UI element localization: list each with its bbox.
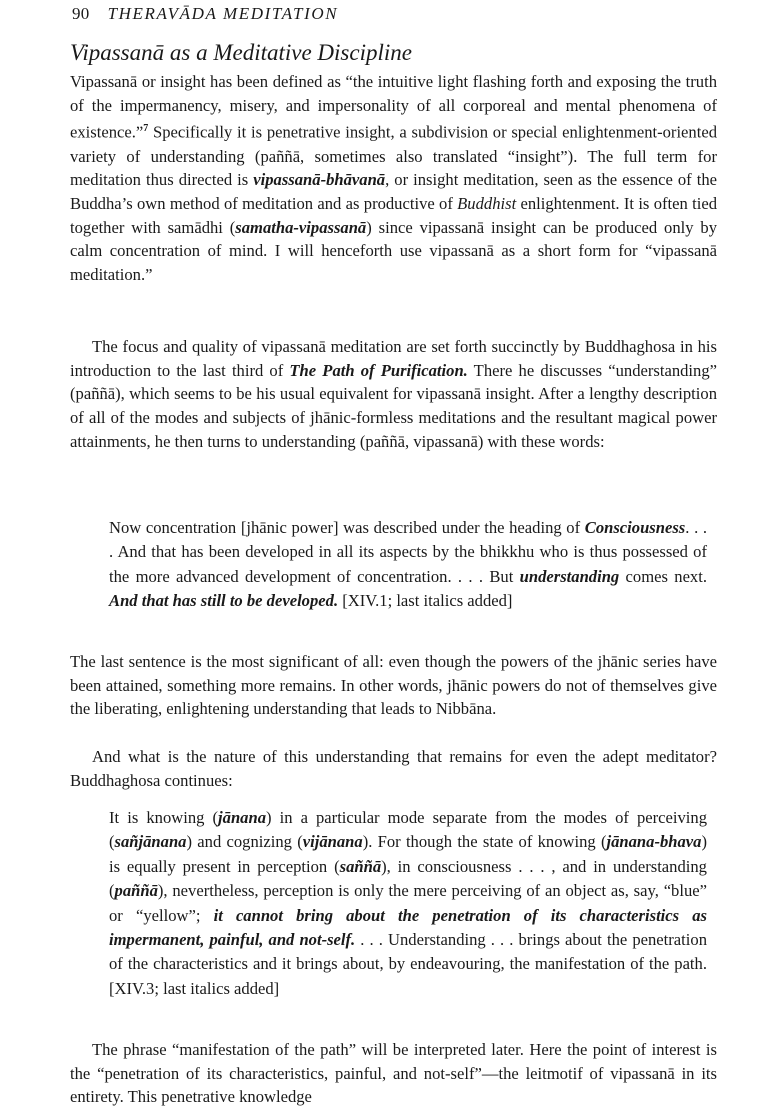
- quote1-text-b: . . . . And that has been developed in all its aspects by the bhikkhu who is thus possessed of the more advanced development of concentration. . . . But: [109, 518, 707, 586]
- paragraph-5: [70, 1038, 717, 1109]
- term-buddhist: Buddhist: [457, 194, 517, 214]
- term-panna: paññā: [114, 881, 158, 901]
- term-consciousness: Consciousness: [584, 518, 686, 537]
- paragraph-3: [70, 650, 717, 721]
- paragraph-2: [70, 335, 717, 454]
- quote2-text-c: ) and cognizing (: [186, 832, 303, 852]
- para5-text: The phrase “manifestation of the path” will be interpreted later. Here the point of interest is the “penetration of its characteristics, painful, and not-self”—the leitmotif of vipassanā in its entirety. This penetrative knowledge: [70, 1040, 717, 1107]
- quote2-emphasis: it cannot bring about the penetration of its characteristics as impermanent, painful, and not-self.: [109, 905, 707, 950]
- quote2-text-e: ) is equally present in perception (: [109, 832, 707, 876]
- quote1-emphasis: And that has still to be developed.: [109, 591, 339, 611]
- section-title: Vipassanā as a Meditative Discipline: [70, 40, 412, 65]
- term-samatha-vipassana: samatha-vipassanā: [235, 217, 367, 237]
- quote2-text-d: ). For though the state of knowing (: [362, 832, 607, 852]
- term-janana: jānana: [218, 808, 266, 827]
- block-quote-2: [109, 806, 707, 1001]
- para2-text-a: The focus and quality of vipassanā meditation are set forth succinctly by Buddhaghosa in his introduction to the last third of: [70, 337, 717, 380]
- quote2-text-b: ) in a particular mode separate from the modes of perceiving (: [109, 808, 707, 852]
- quote1-citation: [XIV.1; last italics added]: [338, 591, 513, 611]
- term-sanna: saññā: [339, 856, 382, 876]
- para1-text-d: enlightenment. It is often tied together with samādhi (: [70, 194, 717, 237]
- para1-text-a: Vipassanā or insight has been defined as “the intuitive light flashing forth and exposing the truth of the impermanency, misery, and impersonality of all corporeal and mental phenomena of existence.”: [70, 72, 717, 142]
- para2-text-b: There he discusses “understanding” (paññā), which seems to be his usual equivalent for vipassanā insight. After a lengthy description of all of the modes and subjects of jhānic-formless meditations and the resultant magical power attainments, he then turns to understanding (paññā, vipassanā) with these words:: [70, 360, 717, 451]
- para1-text-b: Specifically it is penetrative insight, a subdivision or special enlightenment-oriented variety of understanding (paññā, sometimes also translated “insight”). The full term for meditation thus directed is: [70, 122, 717, 190]
- paragraph-4: [70, 745, 717, 792]
- quote1-text-a: Now concentration [jhānic power] was described under the heading of: [109, 518, 585, 537]
- term-understanding: understanding: [519, 566, 620, 586]
- footnote-ref-7: 7: [143, 123, 149, 135]
- term-vijanana: vijānana: [302, 832, 363, 852]
- term-sanjanana: sañjānana: [114, 832, 187, 852]
- para4-text: And what is the nature of this understanding that remains for even the adept meditator? Buddhaghosa continues:: [70, 747, 717, 790]
- book-title-path-of-purification: The Path of Purification.: [289, 360, 468, 380]
- para1-text-c: , or insight meditation, seen as the essence of the Buddha’s own method of meditation and as productive of: [70, 170, 718, 214]
- paragraph-1: [70, 70, 717, 287]
- term-vipassana-bhavana: vipassanā-bhāvanā: [253, 170, 386, 190]
- quote2-text-g: ), nevertheless, perception is only the mere perceiving of an object as, say, “blue” or “yellow”;: [109, 881, 707, 925]
- running-head: [72, 4, 338, 24]
- block-quote-1: [109, 516, 707, 614]
- quote1-text-c: comes next.: [619, 566, 707, 586]
- running-title: THERAVĀDA MEDITATION: [107, 4, 339, 23]
- page-number: 90: [72, 4, 90, 23]
- term-janana-bhava: jānana-bhava: [606, 832, 702, 852]
- quote2-text-f: ), in consciousness . . . , and in understanding (: [109, 856, 707, 901]
- quote2-text-a: It is knowing (: [109, 808, 219, 827]
- para1-text-e: ) since vipassanā insight can be produced only by calm concentration of mind. I will henceforth use vipassanā as a short form for “vipassanā meditation.”: [70, 217, 717, 285]
- quote2-text-h: . . . Understanding . . . brings about the penetration of the characteristics and it brings about, by endeavouring, the manifestation of the path. [XIV.3; last italics added]: [109, 930, 707, 998]
- para3-text: The last sentence is the most significant of all: even though the powers of the jhānic series have been attained, something more remains. In other words, jhānic powers do not of themselves give the liberating, enlightening understanding that leads to Nibbāna.: [70, 652, 717, 719]
